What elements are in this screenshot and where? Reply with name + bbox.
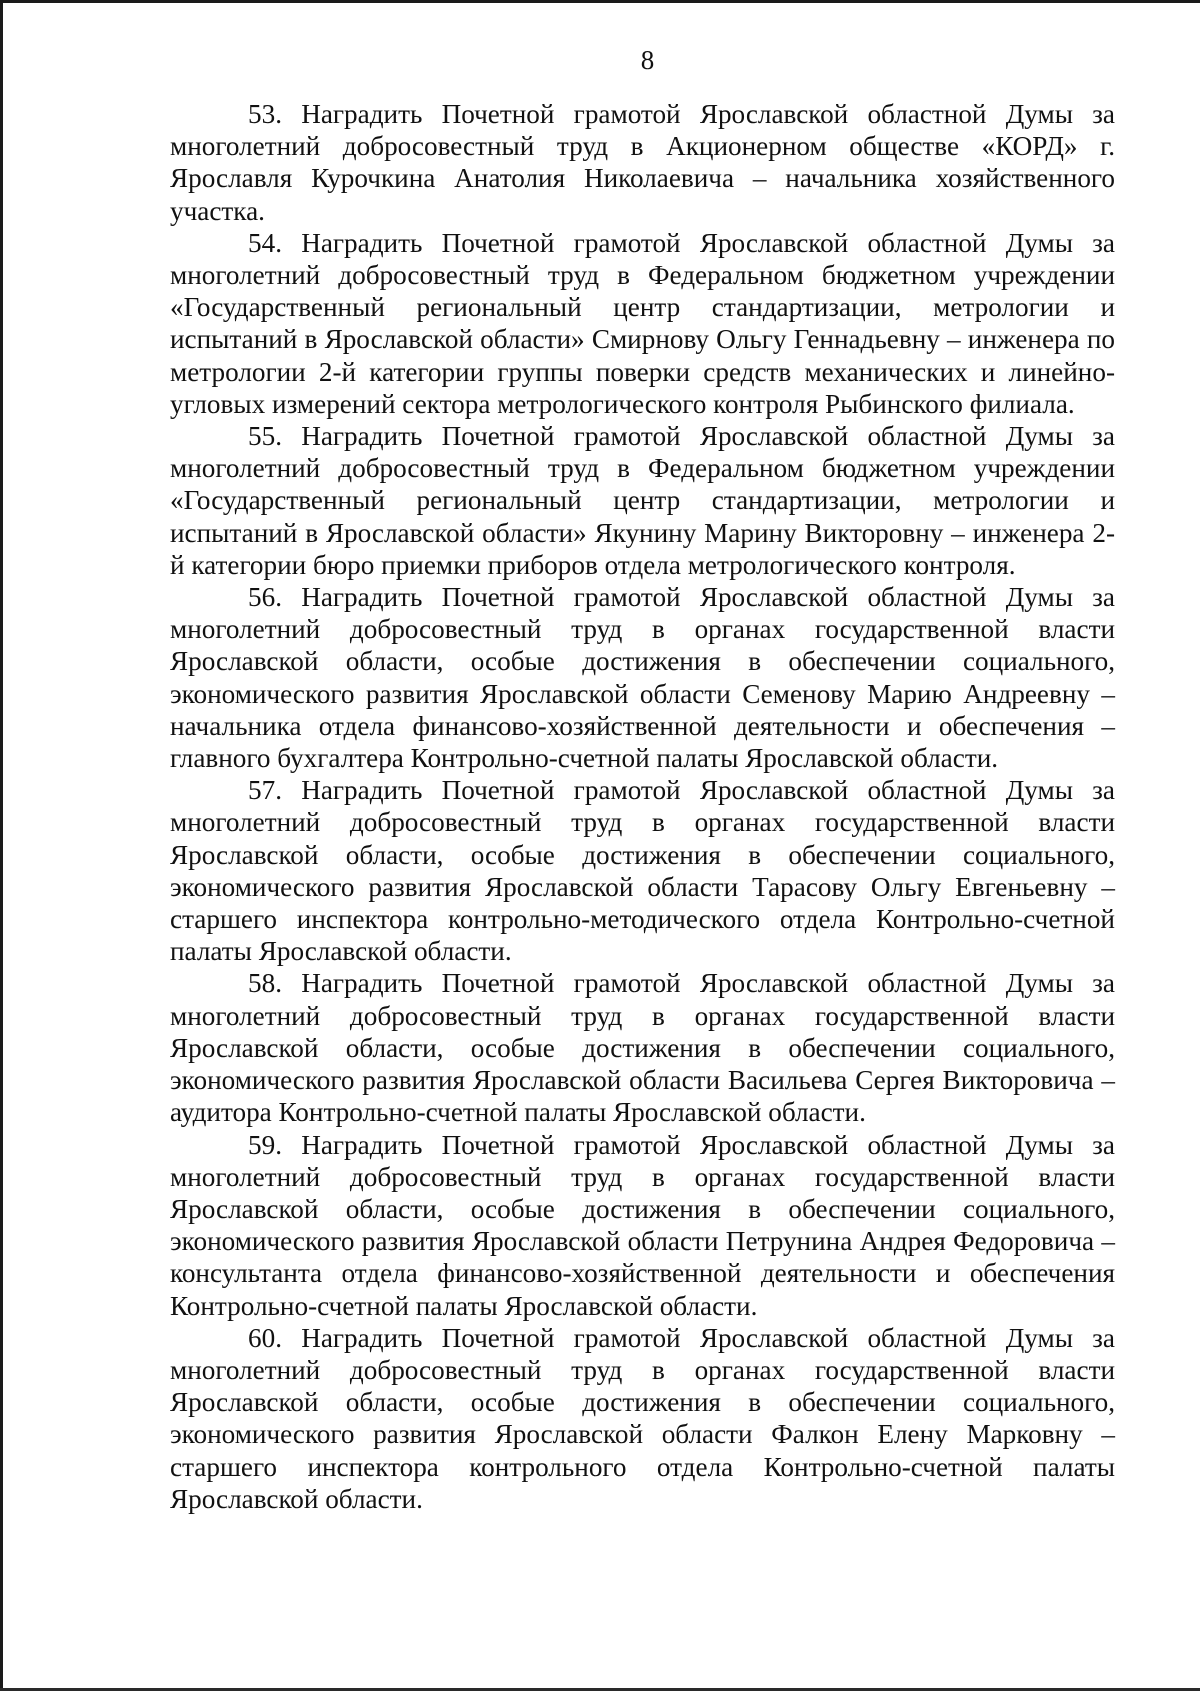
document-body [170, 98, 1115, 1515]
paragraph-58: 58. Наградить Почетной грамотой Ярославской областной Думы за многолетний добросовестный труд в органах государственной власти Ярославской области, особые достижения в обеспечении социального, экономического развития Ярославской области Васильева Сергея Викторовича – аудитора Контрольно-счетной палаты Ярославской области. [170, 968, 1115, 1128]
paragraph-59: 59. Наградить Почетной грамотой Ярославской областной Думы за многолетний добросовестный труд в органах государственной власти Ярославской области, особые достижения в обеспечении социального, экономического развития Ярославской области Петрунина Андрея Федоровича – консультанта отдела финансово-хозяйственной деятельности и обеспечения Контрольно-счетной палаты Ярославской области. [170, 1129, 1115, 1321]
paragraph-55: 55. Наградить Почетной грамотой Ярославской областной Думы за многолетний добросовестный труд в Федеральном бюджетном учреждении «Государственный региональный центр стандартизации, метрологии и испытаний в Ярославской области» Якунину Марину Викторовну – инженера 2-й категории бюро приемки приборов отдела метрологического контроля. [170, 421, 1115, 580]
paragraph-57: 57. Наградить Почетной грамотой Ярославской областной Думы за многолетний добросовестный труд в органах государственной власти Ярославской области, особые достижения в обеспечении социального, экономического развития Ярославской области Тарасову Ольгу Евгеньевну – старшего инспектора контрольно-методического отдела Контрольно-счетной палаты Ярославской области. [170, 775, 1115, 967]
page-number: 8 [640, 45, 655, 75]
paragraph-53: 53. Наградить Почетной грамотой Ярославской областной Думы за многолетний добросовестный труд в Акционерном обществе «КОРД» г. Ярославля Курочкина Анатолия Николаевича – начальника хозяйственного участка. [170, 99, 1115, 226]
paragraph-56: 56. Наградить Почетной грамотой Ярославской областной Думы за многолетний добросовестный труд в органах государственной власти Ярославской области, особые достижения в обеспечении социального, экономического развития Ярославской области Семенову Марию Андреевну – начальника отдела финансово-хозяйственной деятельности и обеспечения – главного бухгалтера Контрольно-счетной палаты Ярославской области. [170, 582, 1115, 774]
scan-edge-top [0, 0, 1200, 3]
paragraph-54: 54. Наградить Почетной грамотой Ярославской областной Думы за многолетний добросовестный труд в Федеральном бюджетном учреждении «Государственный региональный центр стандартизации, метрологии и испытаний в Ярославской области» Смирнову Ольгу Геннадьевну – инженера по метрологии 2-й категории группы поверки средств механических и линейно-угловых измерений сектора метрологического контроля Рыбинского филиала. [170, 227, 1115, 419]
paragraph-60: 60. Наградить Почетной грамотой Ярославской областной Думы за многолетний добросовестный труд в органах государственной власти Ярославской области, особые достижения в обеспечении социального, экономического развития Ярославской области Фалкон Елену Марковну – старшего инспектора контрольного отдела Контрольно-счетной палаты Ярославской области. [170, 1322, 1115, 1514]
scan-edge-left [0, 0, 3, 1691]
